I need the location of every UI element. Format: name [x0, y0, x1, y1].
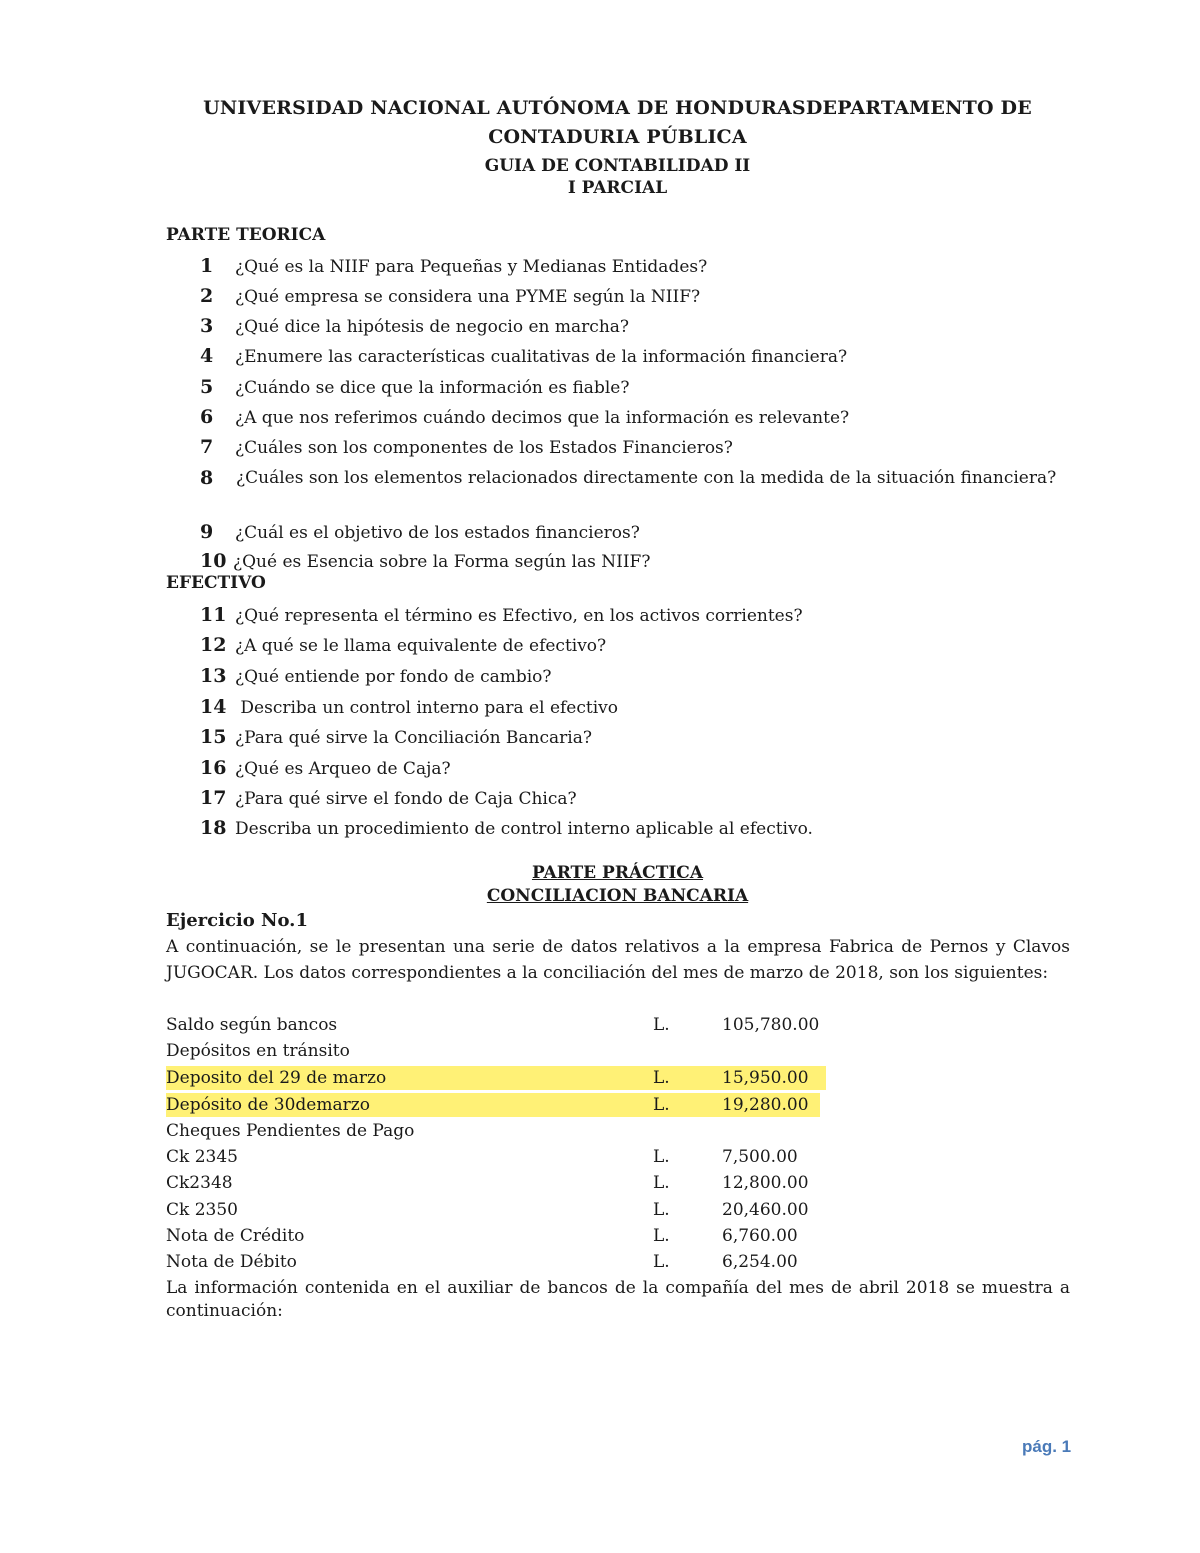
question-number: 6 [200, 406, 214, 428]
question-number: 7 [200, 436, 214, 458]
guide-title: GUIA DE CONTABILIDAD II [484, 156, 751, 176]
question-text: ¿Qué dice la hipótesis de negocio en marcha? [235, 317, 630, 337]
row-amount: 15,950.00 [722, 1068, 809, 1088]
question-number: 8 [200, 467, 214, 489]
row-label: Saldo según bancos [166, 1015, 338, 1035]
question-text: ¿Enumere las características cualitativas de la información financiera? [235, 347, 848, 367]
question-number: 3 [200, 315, 214, 337]
question-number: 9 [200, 521, 214, 543]
row-amount: 20,460.00 [722, 1200, 809, 1220]
practice-subtitle: CONCILIACION BANCARIA [486, 886, 749, 906]
question-item [200, 665, 552, 688]
question-text: ¿Cuándo se dice que la información es fiable? [235, 378, 630, 398]
practice-section-title: PARTE PRÁCTICA [531, 863, 704, 883]
row-currency: L. [653, 1095, 670, 1115]
question-text: ¿Qué es Arqueo de Caja? [235, 759, 451, 779]
cash-section-title: EFECTIVO [166, 573, 266, 593]
row-currency: L. [653, 1147, 670, 1167]
question-item [200, 521, 640, 544]
question-item [200, 315, 629, 338]
question-item [200, 345, 847, 368]
question-number: 18 [200, 817, 227, 839]
question-text: ¿Cuáles son los elementos relacionados directamente con la medida de la situación financiera? [236, 468, 1057, 488]
row-label: Nota de Débito [166, 1252, 297, 1272]
row-label: Deposito del 29 de marzo [166, 1068, 387, 1088]
row-label: Depósitos en tránsito [166, 1041, 350, 1061]
question-item [200, 634, 606, 657]
row-label: Ck 2350 [166, 1200, 238, 1220]
row-currency: L. [653, 1226, 670, 1246]
question-item [200, 255, 707, 278]
row-currency: L. [653, 1200, 670, 1220]
page-number: pág. 1 [1022, 1437, 1072, 1456]
question-text: ¿Qué es la NIIF para Pequeñas y Medianas Entidades? [235, 257, 708, 277]
question-text: ¿Cuál es el objetivo de los estados financieros? [235, 523, 640, 543]
question-number: 1 [200, 255, 214, 277]
row-amount: 6,254.00 [722, 1252, 798, 1272]
row-label: Nota de Crédito [166, 1226, 305, 1246]
question-text: ¿A qué se le llama equivalente de efectivo? [235, 636, 607, 656]
question-text: ¿Qué representa el término es Efectivo, en los activos corrientes? [235, 606, 803, 626]
row-currency: L. [653, 1068, 670, 1088]
question-item [200, 696, 618, 719]
question-item [200, 436, 733, 459]
question-number: 15 [200, 726, 227, 748]
question-text: Describa un control interno para el efectivo [235, 698, 618, 718]
row-amount: 105,780.00 [722, 1015, 820, 1035]
university-title: UNIVERSIDAD NACIONAL AUTÓNOMA DE HONDURASDEPARTAMENTO DE [203, 97, 1032, 119]
question-number: 17 [200, 787, 227, 809]
question-text: ¿Qué entiende por fondo de cambio? [235, 667, 552, 687]
row-amount: 12,800.00 [722, 1173, 809, 1193]
question-number: 13 [200, 665, 227, 687]
question-item [200, 406, 849, 429]
row-label: Ck 2345 [166, 1147, 238, 1167]
question-text: ¿Para qué sirve la Conciliación Bancaria? [235, 728, 592, 748]
row-label: Depósito de 30demarzo [166, 1095, 370, 1115]
question-number: 5 [200, 376, 214, 398]
question-number: 12 [200, 634, 227, 656]
question-item [200, 467, 1070, 490]
row-currency: L. [653, 1015, 670, 1035]
question-number: 16 [200, 757, 227, 779]
question-text: ¿A que nos referimos cuándo decimos que la información es relevante? [235, 408, 850, 428]
reconciliation-row-highlighted [166, 1066, 826, 1090]
row-label: Ck2348 [166, 1173, 233, 1193]
question-text: ¿Qué es Esencia sobre la Forma según las NIIF? [233, 552, 651, 572]
closing-paragraph: La información contenida en el auxiliar de bancos de la compañía del mes de abril 2018 se muestra a continuación: [166, 1278, 1070, 1321]
question-number: 10 [200, 550, 227, 572]
question-text: ¿Cuáles son los componentes de los Estados Financieros? [235, 438, 733, 458]
question-number: 11 [200, 604, 227, 626]
question-number: 4 [200, 345, 214, 367]
row-amount: 19,280.00 [722, 1095, 809, 1115]
question-item [200, 787, 577, 810]
row-amount: 7,500.00 [722, 1147, 798, 1167]
question-item [200, 604, 803, 627]
question-text: ¿Para qué sirve el fondo de Caja Chica? [235, 789, 577, 809]
theory-section-title: PARTE TEORICA [166, 225, 326, 245]
reconciliation-row-highlighted [166, 1093, 820, 1117]
question-item [200, 817, 813, 840]
department-title: CONTADURIA PÚBLICA [488, 126, 747, 148]
question-item [200, 757, 451, 780]
exercise-intro: A continuación, se le presentan una serie de datos relativos a la empresa Fabrica de Pernos y Clavos JUGOCAR. Los datos correspondientes a la conciliación del mes de marzo de 2018, son los siguientes: [166, 937, 1070, 983]
question-text: ¿Qué empresa se considera una PYME según la NIIF? [235, 287, 701, 307]
question-number: 2 [200, 285, 214, 307]
question-item [200, 376, 629, 399]
row-currency: L. [653, 1173, 670, 1193]
question-item [200, 726, 592, 749]
question-text: Describa un procedimiento de control interno aplicable al efectivo. [235, 819, 813, 839]
row-label: Cheques Pendientes de Pago [166, 1121, 415, 1141]
question-item [200, 285, 700, 308]
row-currency: L. [653, 1252, 670, 1272]
question-number: 14 [200, 696, 227, 718]
partial-title: I PARCIAL [567, 178, 668, 198]
question-item [200, 550, 650, 573]
row-amount: 6,760.00 [722, 1226, 798, 1246]
exercise-title: Ejercicio No.1 [166, 910, 308, 931]
